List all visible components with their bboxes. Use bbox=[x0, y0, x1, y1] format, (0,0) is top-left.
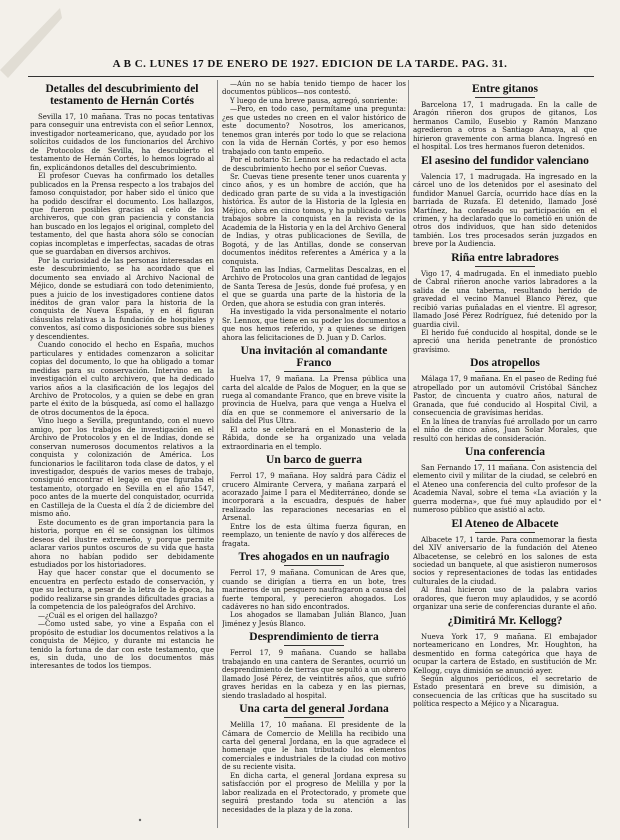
column-3 bbox=[413, 80, 597, 832]
article-paragraph: Ferrol 17, 9 mañana. Cuando se hallaba trabajando en una cantera de Serantes, ocurrió un desprendimiento de tierras que sepultó a un obrero llamado José Pérez, de veintitrés años, que sufrió graves heridas en la cabeza y en las piernas, siendo trasladado al hospital. bbox=[222, 649, 406, 700]
header-rule bbox=[28, 76, 594, 77]
article-paragraph: Vigo 17, 4 madrugada. En el inmediato pueblo de Cabral riñeron anoche varios labradores a la salida de una taberna, resultando herido de gravedad el vecino Manuel Blanco Pérez, que recibió varias puñaladas en el vientre. El agresor, llamado José Pérez Rodríguez, fué detenido por la guardia civil. bbox=[413, 269, 597, 329]
headline: Una invitación al comandante Franco bbox=[240, 345, 388, 370]
article-paragraph: El profesor Cuevas ha confirmado los detalles publicados en la Prensa respecto a los trabajos del famoso conquistador, por haber sido el único que ha podido descifrar el documento. Los hallazgos, que fueron posibles gracias al celo de los archiveros, que con gran paciencia y constancia han buscado en los legajos el original, completo del testamento, del que hasta ahora sólo se conocían copias incompletas e imperfectas, sacadas de otras que se guardaban en diversos archivos. bbox=[30, 172, 214, 257]
headline: Riña entre labradores bbox=[451, 251, 559, 264]
column-divider bbox=[408, 80, 409, 828]
headline: Tres ahogados en un naufragio bbox=[238, 551, 390, 564]
headline: El Ateneo de Albacete bbox=[451, 517, 559, 530]
headline: Detalles del descubrimiento del testamento de Hernán Cortés bbox=[45, 83, 199, 107]
headline: Un barco de guerra bbox=[266, 454, 362, 467]
article-paragraph: Barcelona 17, 1 madrugada. En la calle de Aragón riñeron dos grupos de gitanos, Los hermanos Camilo, Eusebio y Ramón Manzano agredieron a otros a Santiago Amaya, al que hirieron gravemente con arma blanca. Ingresó en el hospital. Los tres hermanos fueron detenidos. bbox=[413, 101, 597, 152]
article-paragraph: Y luego de una breve pausa, agregó, sonriente: bbox=[230, 96, 398, 105]
article-paragraph: San Fernando 17, 11 mañana. Con asistencia del elemento civil y militar de la ciudad, se celebró en el Ateneo una conferencia del culto profesor de la Academia Naval, sobre el tema «La aviación y la guerra moderna», que fué muy aplaudido por el numeroso público que asistió al acto. bbox=[413, 463, 597, 515]
headline-rule bbox=[475, 532, 535, 533]
article-paragraph: Huelva 17, 9 mañana. La Prensa pública una carta del alcalde de Palos de Moguer, en la que se ruega al comandante Franco, que en breve visite la provincia de Huelva, para que venga a Huelva el día en que se conmemore el aniversario de la salida del Plus Ultra. bbox=[222, 375, 406, 426]
article-paragraph: Albacete 17, 1 tarde. Para conmemorar la fiesta del XIV aniversario de la fundación del Ateneo Albacetense, se celebró en los salones de esta sociedad un banquete, al que asistieron numerosos socios y representaciones de todas las entidades culturales de la ciudad. bbox=[413, 535, 597, 586]
article-paragraph: El herido fué conducido al hospital, donde se le apreció una herida penetrante de pronóstico gravísimo. bbox=[413, 328, 597, 354]
column-1 bbox=[30, 80, 214, 832]
article-paragraph: Málaga 17, 9 mañana. En el paseo de Reding fué atropellado por un automóvil Cristóbal Sánchez Pastor, de cincuenta y cuatro años, natural de Granada, que fué conducido al Hospital Civil, a consecuencia de gravísimas heridas. bbox=[413, 375, 597, 418]
article-paragraph: Hay que hacer constar que el documento se encuentra en perfecto estado de conservación, y que su lectura, a pesar de la letra de la época, ha podido realizarse sin grandes dificultades gracias a la competencia de los paleógrafos del Archivo. bbox=[30, 569, 214, 612]
article-paragraph: En dicha carta, el general Jordana expresa su satisfacción por el progreso de Melilla y por la labor realizada en el Protectorado, y promete que seguirá prestando toda su atención a las necesidades de la plaza y de la zona. bbox=[222, 771, 406, 814]
headline: Una conferencia bbox=[465, 445, 545, 458]
article-paragraph: Ferrol 17, 9 mañana. Comunican de Ares que, cuando se dirigían a tierra en un bote, tres marineros de un pesquero naufragaron a causa del fuerte temporal, y perecieron ahogados. Los cadáveres no han sido encontrados. bbox=[222, 569, 406, 612]
headline-rule bbox=[284, 645, 344, 646]
article-paragraph: Por el notario Sr. Lennox se ha redactado el acta de descubrimiento hecho por el señor Cuevas. bbox=[222, 156, 406, 173]
headline-rule bbox=[475, 266, 535, 267]
page-header: A B C. LUNES 17 DE ENERO DE 1927. EDICION DE LA TARDE. PAG. 31. bbox=[112, 58, 508, 70]
article-paragraph: Según algunos periódicos, el secretario de Estado presentará en breve su dimisión, a consecuencia de las críticas que ha suscitado su política respecto a Méjico y a Nicaragua. bbox=[413, 675, 597, 709]
article-paragraph: Ferrol 17, 9 mañana. Hoy saldrá para Cádiz el crucero Almirante Cervera, y mañana zarpará el acorazado Jaime I para el Mediterráneo, donde se incorporará a la escuadra, después de haber realizado las reparaciones necesarias en el Arsenal. bbox=[222, 472, 406, 523]
article-paragraph: Cuando conocido el hecho en España, muchos particulares y entidades comenzaron a solicitar copias del documento, lo que ha obligado a tomar medidas para su conservación. Intervino en la investigación el culto archivero, que ha dedicado varios años a la clasificación de los legajos del Archivo de Protocolos, y a quien se debe en gran parte el éxito de la búsqueda, así como el hallazgo de otros documentos de la época. bbox=[30, 341, 214, 417]
headline-rule bbox=[284, 717, 344, 718]
scan-speck bbox=[599, 499, 601, 501]
headline-rule bbox=[284, 468, 344, 469]
headline: Dos atropellos bbox=[470, 357, 540, 370]
column-2 bbox=[222, 80, 406, 832]
article-paragraph: Entre los de esta última fuerza figuran, en reemplazo, un teniente de navío y dos alféreces de fragata. bbox=[222, 522, 406, 548]
headline-rule bbox=[475, 97, 535, 98]
headline-rule bbox=[475, 629, 535, 630]
article-paragraph: Sevilla 17, 10 mañana. Tras no pocas tentativas para conseguir una entrevista con el señor Lennox, investigador norteamericano, que, ayudado por los solícitos cuidados de los funcionarios del Archivo de Protocolos de Sevilla, ha descubierto el testamento de Hernán Cortés, lo hemos logrado al fin, explicándonos detalles del descubrimiento. bbox=[30, 113, 214, 172]
article-paragraph: —Aún no se había tenido tiempo de hacer los documentos públicos—nos contestó. bbox=[222, 80, 406, 97]
headline-rule bbox=[475, 460, 535, 461]
article-paragraph: Valencia 17, 1 madrugada. Ha ingresado en la cárcel uno de los detenidos por el asesinato del fundidor Manuel García, ocurrido hace días en la barriada de Ruzafa. El detenido, llamado José Martínez, ha confesado su participación en el crimen, y ha declarado que lo cometió en unión de otros dos individuos, que han sido detenidos también. Los tres procesados serán juzgados en breve por la Audiencia. bbox=[413, 172, 597, 249]
article-paragraph: —Como usted sabe, yo vine a España con el propósito de estudiar los documentos relativos a la conquista de Méjico, y durante mi estancia he tenido la fortuna de dar con este testamento, que es, sin duda, uno de los documentos más interesantes de todos los tiempos. bbox=[30, 620, 214, 671]
headline: Una carta del general Jordana bbox=[239, 703, 389, 716]
headline: Desprendimiento de tierra bbox=[249, 631, 379, 644]
headline-rule bbox=[475, 371, 535, 372]
headline-rule bbox=[284, 371, 344, 372]
article-paragraph: En la línea de tranvías fué arrollado por un carro el niño de cinco años, Juan Solar Morales, que resultó con heridas de consideración. bbox=[413, 417, 597, 443]
article-paragraph: Ha investigado la vida personalmente el notario Sr. Lennox, que tiene en su poder los documentos a que nos hemos referido, y a quienes se dirigen ahora las felicitaciones de D. Juan y D. Carlos. bbox=[222, 308, 406, 342]
article-paragraph: Melilla 17, 10 mañana. El presidente de la Cámara de Comercio de Melilla ha recibido una carta del general Jordana, en la que agradece el homenaje que le han tributado los elementos comerciales e industriales de la ciudad con motivo de su reciente visita. bbox=[222, 721, 406, 772]
headline-rule bbox=[284, 565, 344, 566]
headline: El asesino del fundidor valenciano bbox=[421, 154, 589, 167]
article-paragraph: —Pero, en todo caso, permítame una pregunta: ¿es que ustedes no creen en el valor histórico de este documento? Nosotros, los americanos, tenemos gran interés por todo lo que se relaciona con la vida de Hernán Cortés, y por eso hemos trabajado con tanto empeño. bbox=[222, 105, 406, 156]
column-divider bbox=[217, 80, 218, 828]
article-paragraph: Los ahogados se llamaban Julián Blanco, Juan Jiménez y Jesús Blanco. bbox=[222, 611, 406, 628]
article-paragraph: Tanto en las Indias, Carmelitas Descalzas, en el Archivo de Protocolos una gran cantidad de legajos de Santa Teresa de Jesús, donde fué profesa, y en el que se guarda una parte de la historia de la Orden, que ahora se estudia con gran interés. bbox=[222, 265, 406, 308]
headline: ¿Dimitirá Mr. Kellogg? bbox=[447, 614, 563, 627]
article-paragraph: Al final hicieron uso de la palabra varios oradores, que fueron muy aplaudidos, y se acordó organizar una serie de conferencias durante el año. bbox=[413, 586, 597, 612]
article-paragraph: El acto se celebrará en el Monasterio de la Rábida, donde se ha organizado una velada extraordinaria en el templo. bbox=[222, 425, 406, 451]
article-paragraph: Sr. Cuevas tiene presente tener unos cuarenta y cinco años, y es un hombre de acción, que ha dedicado gran parte de su vida a la investigación histórica. Es autor de la Historia de la Iglesia en Méjico, obra en cinco tomos, y ha publicado varios trabajos sobre la conquista en la revista de la Academia de la Historia y en la del Archivo General de Indias, y otras publicaciones de Sevilla, de Bogotá, y de las Antillas, donde se conservan documentos inéditos referentes a América y a la conquista. bbox=[222, 172, 406, 266]
article-paragraph: Este documento es de gran importancia para la historia, porque en él se consignan los últimos deseos del ilustre extremeño, y porque permite aclarar varios puntos oscuros de su vida que hasta ahora no habían podido ser debidamente estudiados por los historiadores. bbox=[30, 518, 214, 570]
article-paragraph: Nueva York 17, 9 mañana. El embajador norteamericano en Londres, Mr. Houghton, ha desmentido en forma categórica que haya de ocupar la cartera de Estado, en sustitución de Mr. Kellogg, cuya dimisión se anunció ayer. bbox=[413, 632, 597, 675]
article-paragraph: Por la curiosidad de las personas interesadas en este descubrimiento, se ha acordado que el documento sea enviado al Archivo Nacional de Méjico, donde se estudiará con todo detenimiento, pues a juicio de los investigadores contiene datos inéditos de gran valor para la historia de la conquista de Nueva España, y en él figuran cláusulas relativas a la fundación de hospitales y conventos, así como disposiciones sobre sus bienes y descendientes. bbox=[30, 256, 214, 341]
headline-rule bbox=[92, 109, 152, 110]
headline: Entre gitanos bbox=[472, 83, 538, 95]
article-paragraph: Vino luego a Sevilla, preguntando, con el nuevo amigo, por los trabajos de investigación en el Archivo de Protocolos y en el de Indias, donde se conservan numerosos documentos relativos a la conquista y colonización de América. Los funcionarios le facilitaron toda clase de datos, y el investigador, después de varios meses de trabajo, consiguió encontrar el legajo en que figuraba el testamento, otorgado en Sevilla en el año 1547, poco antes de la muerte del conquistador, ocurrida en Castilleja de la Cuesta el día 2 de diciembre del mismo año. bbox=[30, 417, 214, 519]
headline-rule bbox=[475, 169, 535, 170]
article-paragraph: —¿Cuál es el origen del hallazgo? bbox=[38, 611, 158, 620]
